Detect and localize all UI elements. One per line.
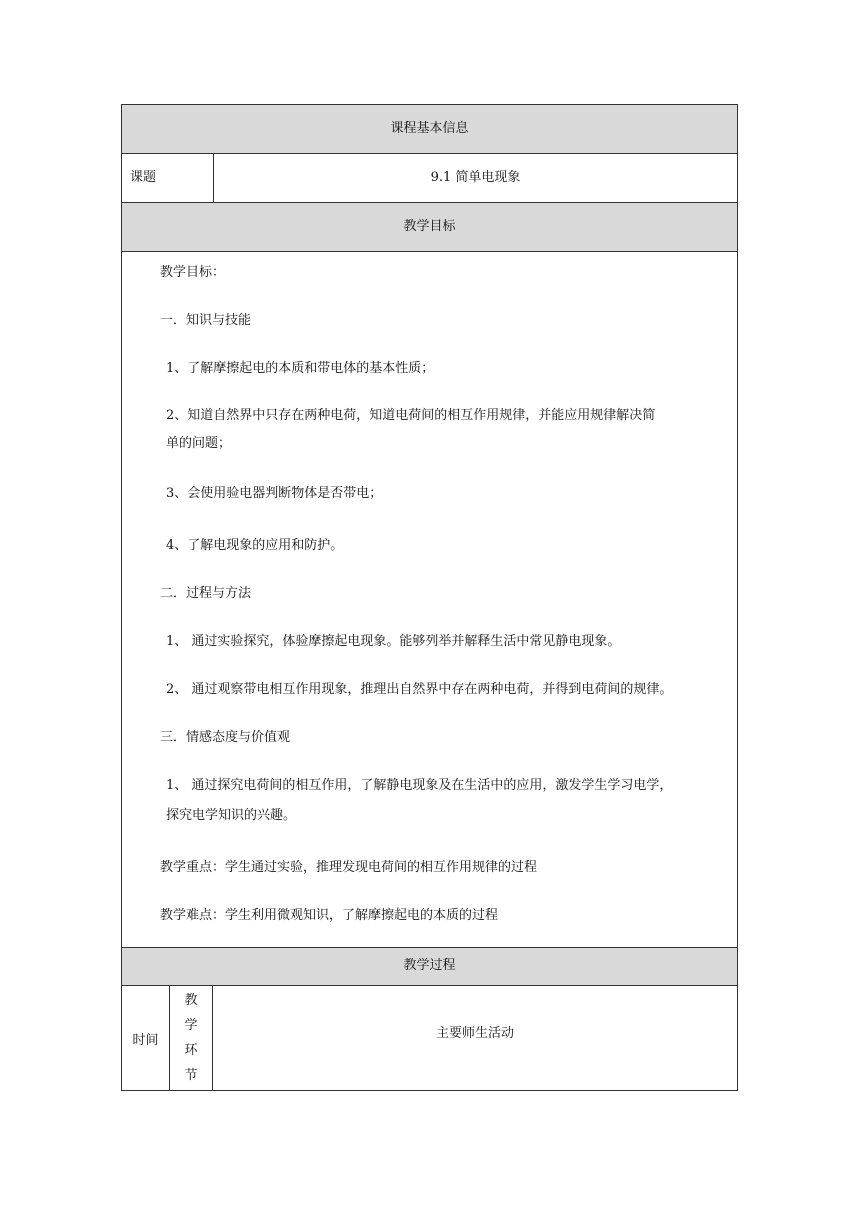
key-point: 教学重点：学生通过实验，推理发现电荷间的相互作用规律的过程 (160, 860, 538, 875)
goal-1-4: 4、了解电现象的应用和防护。 (166, 538, 344, 553)
goals-title: 教学目标 (403, 219, 456, 234)
process-column-header-row (122, 986, 737, 1090)
section-1-title: 一．知识与技能 (160, 313, 252, 328)
time-column-header: 时间 (122, 986, 170, 1090)
section-3-title: 三．情感态度与价值观 (160, 730, 291, 745)
course-info-title: 课程基本信息 (390, 121, 469, 136)
goal-1-2-line1: 2、知道自然界中只存在两种电荷，知道电荷间的相互作用规律，并能应用规律解决简 (166, 408, 656, 423)
goal-2-1: 1、 通过实验探究，体验摩擦起电现象。能够列举并解释生活中常见静电现象。 (166, 634, 621, 649)
activity-column-header: 主要师生活动 (435, 1026, 514, 1041)
goal-1-3: 3、会使用验电器判断物体是否带电； (166, 486, 383, 501)
process-header (122, 948, 737, 986)
goals-content (122, 252, 737, 948)
goal-3-1-line2: 探究电学知识的兴趣。 (166, 808, 297, 823)
goal-1-1: 1、了解摩擦起电的本质和带电体的基本性质； (166, 361, 435, 376)
goal-1-2-line2: 单的问题； (166, 436, 232, 451)
goal-3-1-line1: 1、 通过探究电荷间的相互作用，了解静电现象及在生活中的应用，激发学生学习电学， (166, 778, 673, 793)
topic-row (122, 154, 737, 203)
course-info-header (122, 105, 737, 154)
step-column-label: 教学环节 (184, 993, 198, 1083)
goals-intro: 教学目标： (160, 265, 226, 280)
lesson-plan-table (121, 104, 738, 1091)
topic-value: 9.1 简单电现象 (430, 170, 521, 185)
topic-label: 课题 (122, 154, 214, 202)
process-title: 教学过程 (403, 958, 456, 973)
difficulty-point: 教学难点：学生利用微观知识，了解摩擦起电的本质的过程 (160, 908, 499, 923)
goals-header (122, 203, 737, 252)
step-column-header (170, 986, 213, 1090)
goal-2-2: 2、 通过观察带电相互作用现象，推理出自然界中存在两种电荷，并得到电荷间的规律。 (166, 682, 673, 697)
section-2-title: 二．过程与方法 (160, 586, 252, 601)
